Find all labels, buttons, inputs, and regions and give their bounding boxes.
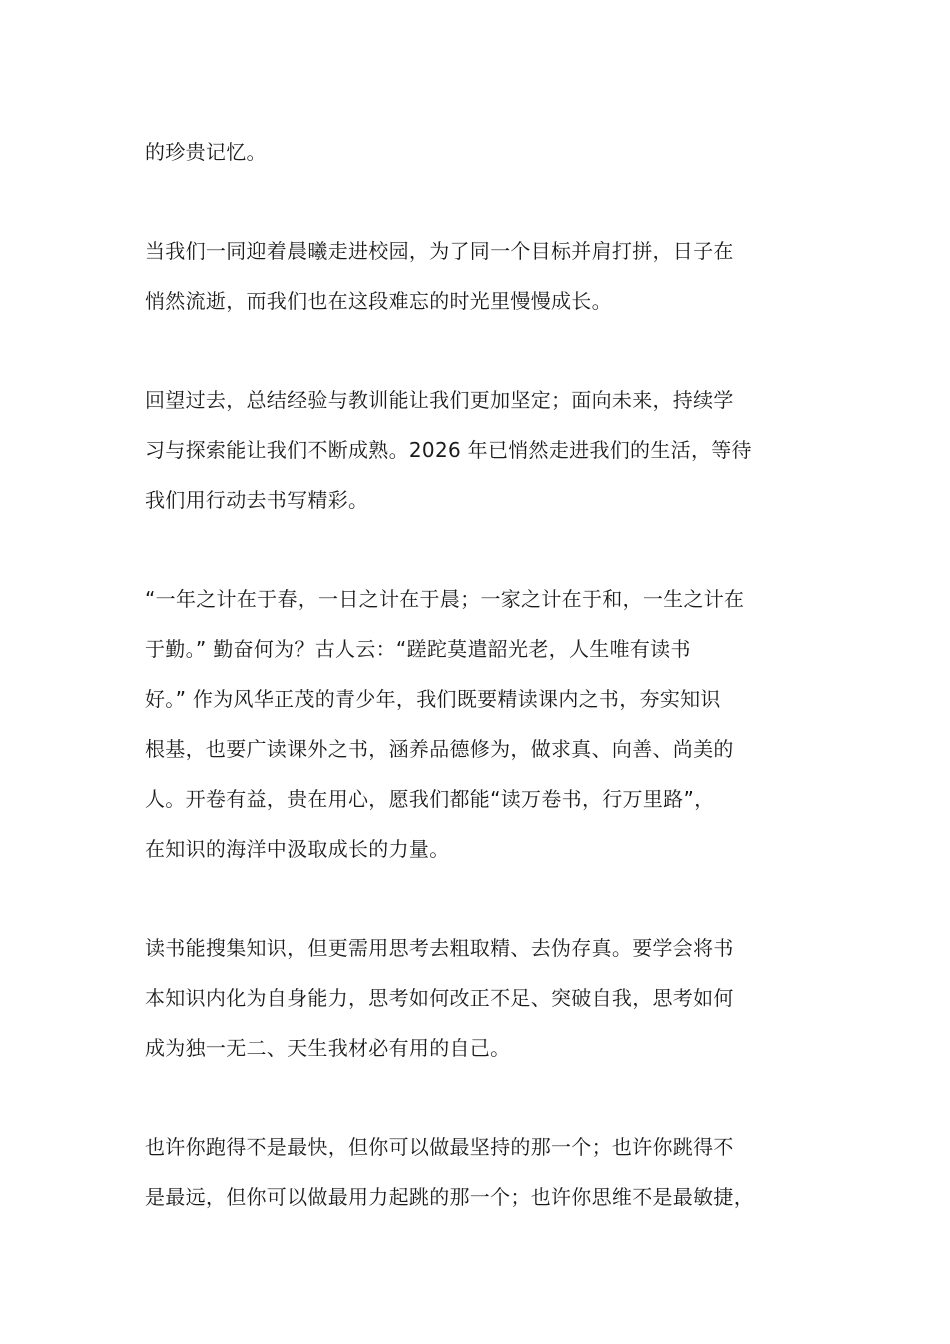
paragraph-line: “一年之计在于春，一日之计在于晨；一家之计在于和，一生之计在: [145, 587, 745, 611]
paragraph-line: 读书能搜集知识，但更需用思考去粗取精、去伪存真。要学会将书: [145, 936, 734, 960]
paragraph-line: 回望过去，总结经验与教训能让我们更加坚定；面向未来，持续学: [145, 388, 734, 412]
paragraph-line: 的珍贵记忆。: [145, 140, 267, 164]
paragraph-line: 本知识内化为自身能力，思考如何改正不足、突破自我，思考如何: [145, 986, 734, 1010]
paragraph-line: 根基，也要广读课外之书，涵养品德修为，做求真、向善、尚美的: [145, 737, 734, 761]
paragraph-line: 悄然流逝，而我们也在这段难忘的时光里慢慢成长。: [145, 289, 612, 313]
paragraph-line: 也许你跑得不是最快，但你可以做最坚持的那一个；也许你跳得不: [145, 1135, 734, 1159]
paragraph-line: 于勤。” 勤奋何为？古人云：“蹉跎莫遣韶光老，人生唯有读书: [145, 637, 691, 661]
paragraph-line: 在知识的海洋中汲取成长的力量。: [145, 837, 450, 861]
paragraph-line: 人。开卷有益，贵在用心，愿我们都能“读万卷书，行万里路”，: [145, 787, 715, 811]
paragraph-line: 成为独一无二、天生我材必有用的自己。: [145, 1036, 511, 1060]
paragraph-line: 习与探索能让我们不断成熟。2026 年已悄然走进我们的生活，等待: [145, 438, 752, 462]
paragraph-line: 我们用行动去书写精彩。: [145, 488, 369, 512]
paragraph-line: 是最远，但你可以做最用力起跳的那一个；也许你思维不是最敏捷，: [145, 1185, 754, 1209]
paragraph-line: 当我们一同迎着晨曦走进校园，为了同一个目标并肩打拼，日子在: [145, 239, 734, 263]
paragraph-line: 好。” 作为风华正茂的青少年，我们既要精读课内之书，夯实知识: [145, 687, 721, 711]
